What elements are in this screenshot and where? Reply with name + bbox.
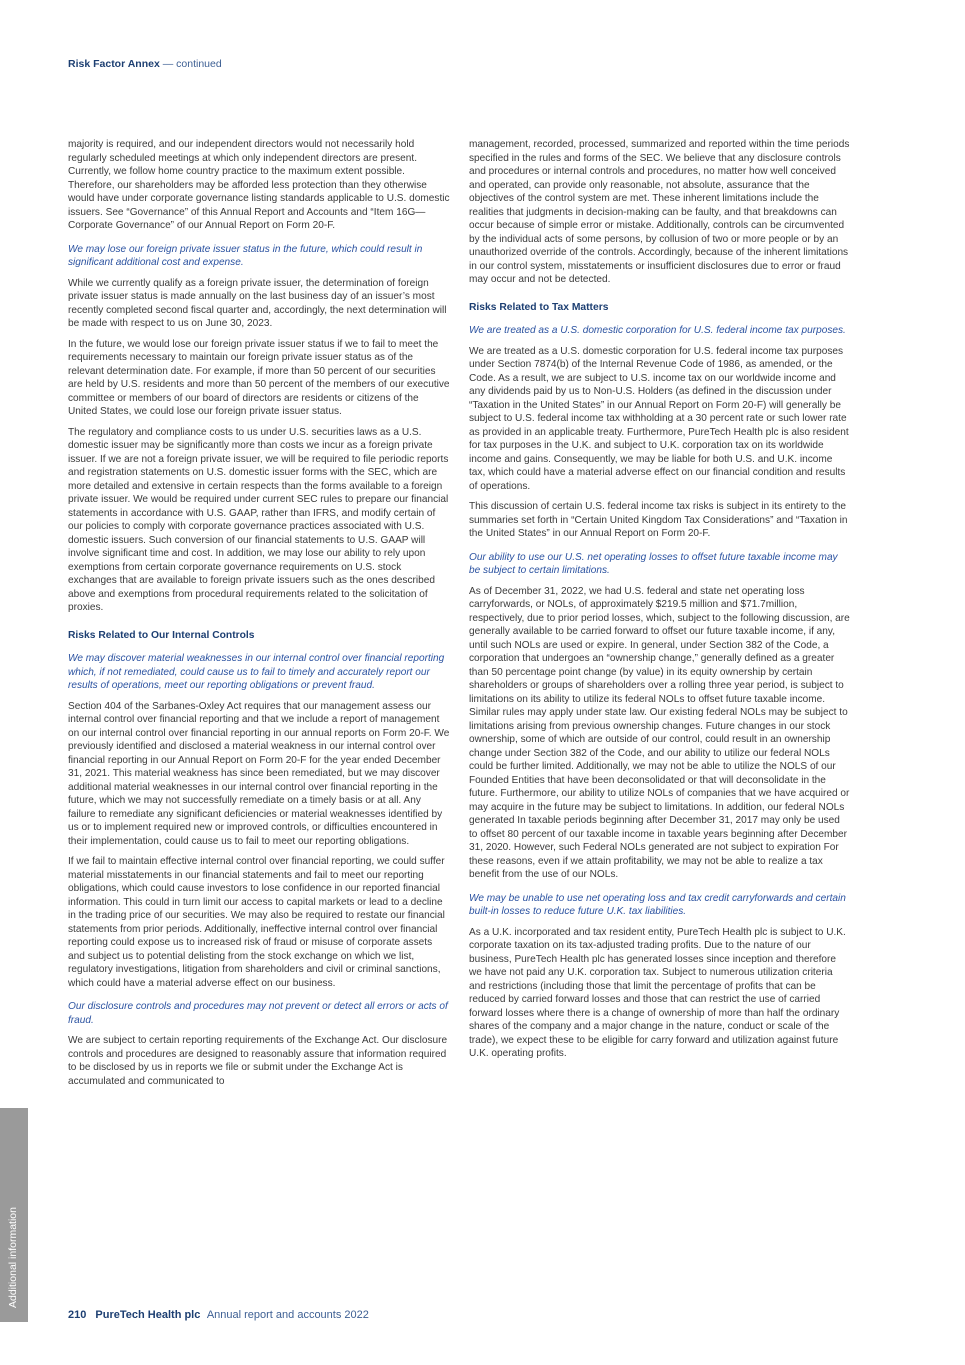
section-heading: Risks Related to Tax Matters (469, 301, 609, 313)
running-head-title: Risk Factor Annex (68, 58, 160, 70)
body-paragraph: majority is required, and our independent directors would not necessarily hold regularly scheduled meetings at which only independent directors are present. Currently, we follow home country practice to the maximum extent possible. Therefore, our shareholders may be afforded less protection than they otherwise would have under corporate governance listing standards applicable to U.S. domestic issuers. See “Governance” of this Annual Report and Accounts and “Item 16G—Corporate Governance” of our Annual Report on Form 20-F. (68, 139, 450, 231)
risk-subheading: We are treated as a U.S. domestic corporation for U.S. federal income tax purposes. (469, 325, 846, 336)
left-column (68, 138, 450, 1095)
document-title: Annual report and accounts 2022 (206, 1309, 369, 1321)
section-heading: Risks Related to Our Internal Controls (68, 629, 255, 641)
risk-subheading: We may discover material weaknesses in our internal control over financial reporting which, if not remediated, could cause us to fail to timely and accurately report our results of operations, meet our reporting obligations or prevent fraud. (68, 653, 445, 691)
company-name: PureTech Health plc (95, 1309, 201, 1321)
body-paragraph: While we currently qualify as a foreign private issuer, the determination of foreign private issuer status is made annually on the last business day of an issuer’s most recently completed second fiscal quarter and, accordingly, the next determination will be made with respect to us on June 30, 2023. (68, 277, 447, 329)
body-paragraph: Section 404 of the Sarbanes-Oxley Act requires that our management assess our internal control over financial reporting and that we include a report of management on our internal control over financial reporting in our annual reports on Form 20-F. We previously identified and disclosed a material weakness in our internal control over financial reporting in our Annual Report on Form 20-F for the year ended December 31, 2021. This material weakness has since been remediated, but we may discover additional material weaknesses in our internal control over financial reporting in the future, which we may not successfully remediate on a timely basis or at all. Any failure to remediate any significant deficiencies or material weaknesses identified by us or to implement required new or improved controls, or difficulties encountered in their implementation, could cause us to fail to meet our reporting obligations. (68, 700, 450, 847)
risk-subheading: Our disclosure controls and procedures may not prevent or detect all errors or acts of fraud. (68, 1001, 448, 1026)
side-tab[interactable] (0, 1108, 28, 1322)
body-paragraph: management, recorded, processed, summarized and reported within the time periods specified in the rules and forms of the SEC. We believe that any disclosure controls and procedures or internal controls and procedures, no matter how well conceived and operated, can provide only reasonable, not absolute, assurance that the objectives of the control system are met. These inherent limitations include the realities that judgments in decision-making can be faulty, and that breakdowns can occur because of simple error or mistake. Additionally, controls can be circumvented by the individual acts of some persons, by collusion of two or more people or by an unauthorized override of the controls. Accordingly, because of the inherent limitations in our control system, misstatements or insufficient disclosures due to error or fraud may occur and not be detected. (469, 139, 850, 285)
body-paragraph: As of December 31, 2022, we had U.S. federal and state net operating loss carryforwards, or NOLs, of approximately $219.5 million and $71.7million, respectively, due to prior period losses, which, subject to the following discussion, are generally available to be carried forward to offset our future taxable income, if any, until such NOLs are used or expire. In general, under Section 382 of the Code, a corporation that undergoes an “ownership change,” generally defined as a greater than 50 percentage point change (by value) in its equity ownership by certain shareholders or groups of shareholders over a rolling three year period, is subject to limitations on its ability to utilize its federal NOLs to offset future taxable income. Similar rules may apply under state law. Our existing federal NOLs may be subject to limitations arising from previous ownership changes. Future changes in our stock ownership, some of which are outside of our control, could result in an ownership change under Section 382 of the Code, and our ability to utilize our federal NOLs could be further limited. Additionally, we may not be able to utilize the NOLS of our Founded Entities that have been deconsolidated or that will deconsolidate in the future. Furthermore, our ability to utilize NOLs of companies that we have acquired or may acquire in the future may be subject to limitations. In addition, our federal NOLs generated In taxable periods beginning after December 31, 2017 may only be used to offset 80 percent of our taxable income in taxable years beginning after December 31, 2020. However, such Federal NOLs generated are not subject to expiration For these reasons, even if we attain profitability, we may not be able to realize a tax benefit from the use of our NOLs. (469, 585, 850, 880)
page-footer (68, 1309, 369, 1321)
running-head (68, 58, 222, 70)
risk-subheading: We may be unable to use net operating loss and tax credit carryforwards and certain built-in losses to reduce future U.K. tax liabilities. (469, 892, 846, 917)
side-tab-label: Additional information (7, 1207, 19, 1308)
right-column (469, 138, 851, 1068)
page-number: 210 (68, 1309, 87, 1321)
body-paragraph: If we fail to maintain effective internal control over financial reporting, we could suffer material misstatements in our financial statements and fail to meet our reporting obligations, which could cause investors to lose confidence in our reported financial information. This could in turn limit our access to capital markets or lead to a decline in the trading price of our securities. We may also be required to restate our financial statements from prior periods. Additionally, ineffective internal control over financial reporting could expose us to increased risk of fraud or misuse of corporate assets and subject us to potential delisting from the stock exchange on which we list, regulatory investigations, litigation from shareholders and civil or criminal sanctions, which could have a material adverse effect on our business. (68, 856, 445, 989)
body-paragraph: We are subject to certain reporting requirements of the Exchange Act. Our disclosure controls and procedures are designed to reasonably assure that information required to be disclosed by us in reports we file or submit under the Exchange Act is accumulated and communicated to (68, 1035, 448, 1087)
running-head-continued: — continued (162, 58, 222, 70)
risk-subheading: Our ability to use our U.S. net operating losses to offset future taxable income may be subject to certain limitations. (469, 551, 838, 576)
body-paragraph: In the future, we would lose our foreign private issuer status if we to fail to meet the requirements necessary to maintain our foreign private issuer status as of the relevant determination date. For example, if more than 50 percent of our securities are held by U.S. residents and more than 50 percent of the members of our executive committee or members of our board of directors are residents or citizens of the United States, we could lose our foreign private issuer status. (68, 338, 450, 417)
risk-subheading: We may lose our foreign private issuer status in the future, which could result in significant additional cost and expense. (68, 243, 423, 268)
body-paragraph: We are treated as a U.S. domestic corporation for U.S. federal income tax purposes under Section 7874(b) of the Internal Revenue Code of 1986, as amended, or the Code. As a result, we are subject to U.S. income tax on our worldwide income and any dividends paid by us to Non-U.S. Holders (as defined in the discussion under “Taxation in the United States” in our Annual Report on Form 20-F) will generally be subject to U.S. federal income tax withholding at a 30 percent rate or such lower rate as provided in an applicable treaty. Furthermore, PureTech Health plc is also resident for tax purposes in the U.K. and subject to U.K. corporation tax on its worldwide income and gains. Consequently, we may be liable for both U.S. and U.K. income tax, which could have a material adverse effect on our financial condition and results of operations. (469, 345, 849, 492)
body-paragraph: The regulatory and compliance costs to us under U.S. securities laws as a U.S. domestic issuer may be significantly more than costs we incur as a foreign private issuer. If we are not a foreign private issuer, we will be required to file periodic reports and registration statements on U.S. domestic issuer forms with the SEC, which are more detailed and extensive in certain respects than the forms available to a foreign private issuer. We would be required under current SEC rules to prepare our financial statements in accordance with U.S. GAAP, rather than IFRS, and modify certain of our policies to comply with corporate governance practices associated with U.S. domestic issuers. Such conversion of our financial statements to U.S. GAAP will involve significant time and cost. In addition, we may lose our ability to rely upon exemptions from certain corporate governance requirements on U.S. stock exchanges that are available to foreign private issuers such as the ones described above and exemptions from procedural requirements related to the solicitation of proxies. (68, 426, 449, 613)
body-paragraph: As a U.K. incorporated and tax resident entity, PureTech Health plc is subject to U.K. corporate taxation on its tax-adjusted trading profits. Due to the nature of our business, PureTech Health plc has generated losses since inception and therefore we have not paid any U.K. corporation tax. Subject to numerous utilization criteria and restrictions (including those that limit the percentage of profits that can be reduced by carried forward losses and those that can restrict the use of carried forward losses where there is a change of ownership of more than half the ordinary shares of the company and a major change in the nature, conduct or scale of the trade), we expect these to be eligible for carry forward and utilization against future U.K. operating profits. (469, 926, 846, 1059)
body-paragraph: This discussion of certain U.S. federal income tax risks is subject in its entirety to the summaries set forth in “Certain United Kingdom Tax Considerations” and “Taxation in the United States” in our Annual Report on Form 20-F. (469, 501, 848, 539)
